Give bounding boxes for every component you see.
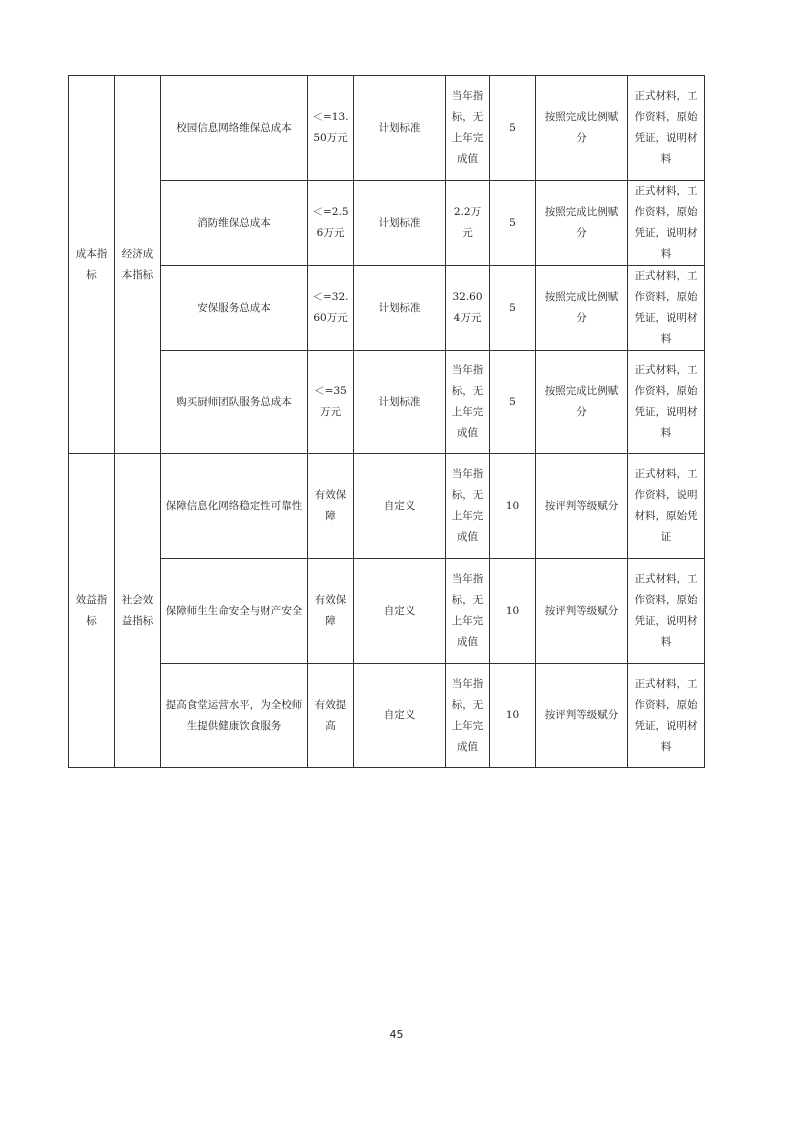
level3-indicator: 校园信息网络维保总成本 (161, 76, 308, 181)
level1-indicator: 效益指标 (69, 454, 115, 768)
value-standard: 自定义 (354, 664, 446, 768)
evidence-materials: 正式材料，工作资料，原始凭证，说明材料 (628, 559, 705, 664)
historical-basis: 32.604万元 (446, 266, 490, 351)
historical-basis: 当年指标，无上年完成值 (446, 351, 490, 454)
table-row (69, 266, 705, 351)
level3-indicator: 安保服务总成本 (161, 266, 308, 351)
indicator-value: 有效保障 (308, 559, 354, 664)
scoring-method: 按照完成比例赋分 (536, 351, 628, 454)
evidence-materials: 正式材料，工作资料，说明材料，原始凭证 (628, 454, 705, 559)
table-row (69, 454, 705, 559)
performance-indicator-table (68, 75, 705, 768)
weight-score: 5 (490, 266, 536, 351)
weight-score: 5 (490, 181, 536, 266)
table-row (69, 351, 705, 454)
weight-score: 10 (490, 454, 536, 559)
level3-indicator: 保障信息化网络稳定性可靠性 (161, 454, 308, 559)
weight-score: 10 (490, 559, 536, 664)
table-row (69, 76, 705, 181)
level2-indicator: 经济成本指标 (115, 76, 161, 454)
value-standard: 自定义 (354, 559, 446, 664)
value-standard: 计划标准 (354, 181, 446, 266)
scoring-method: 按照完成比例赋分 (536, 266, 628, 351)
evidence-materials: 正式材料，工作资料，原始凭证，说明材料 (628, 664, 705, 768)
weight-score: 5 (490, 351, 536, 454)
historical-basis: 当年指标，无上年完成值 (446, 454, 490, 559)
level2-indicator: 社会效益指标 (115, 454, 161, 768)
indicator-value: 有效提高 (308, 664, 354, 768)
scoring-method: 按评判等级赋分 (536, 664, 628, 768)
page-number: 45 (389, 1028, 404, 1041)
indicator-value: 有效保障 (308, 454, 354, 559)
evidence-materials: 正式材料，工作资料，原始凭证，说明材料 (628, 76, 705, 181)
level3-indicator: 保障师生生命安全与财产安全 (161, 559, 308, 664)
value-standard: 计划标准 (354, 76, 446, 181)
indicator-value: ＜=35万元 (308, 351, 354, 454)
table-row (69, 664, 705, 768)
evidence-materials: 正式材料，工作资料，原始凭证，说明材料 (628, 266, 705, 351)
scoring-method: 按照完成比例赋分 (536, 181, 628, 266)
scoring-method: 按照完成比例赋分 (536, 76, 628, 181)
table-row (69, 181, 705, 266)
indicator-value: ＜=13.50万元 (308, 76, 354, 181)
scoring-method: 按评判等级赋分 (536, 559, 628, 664)
scoring-method: 按评判等级赋分 (536, 454, 628, 559)
level3-indicator: 提高食堂运营水平，为全校师生提供健康饮食服务 (161, 664, 308, 768)
evidence-materials: 正式材料，工作资料，原始凭证，说明材料 (628, 181, 705, 266)
indicator-value: ＜=2.56万元 (308, 181, 354, 266)
table-row (69, 559, 705, 664)
evidence-materials: 正式材料，工作资料，原始凭证，说明材料 (628, 351, 705, 454)
weight-score: 10 (490, 664, 536, 768)
level3-indicator: 购买厨师团队服务总成本 (161, 351, 308, 454)
value-standard: 自定义 (354, 454, 446, 559)
level3-indicator: 消防维保总成本 (161, 181, 308, 266)
indicator-value: ＜=32.60万元 (308, 266, 354, 351)
historical-basis: 当年指标，无上年完成值 (446, 76, 490, 181)
historical-basis: 当年指标，无上年完成值 (446, 664, 490, 768)
historical-basis: 2.2万元 (446, 181, 490, 266)
level1-indicator: 成本指标 (69, 76, 115, 454)
value-standard: 计划标准 (354, 266, 446, 351)
weight-score: 5 (490, 76, 536, 181)
historical-basis: 当年指标，无上年完成值 (446, 559, 490, 664)
value-standard: 计划标准 (354, 351, 446, 454)
